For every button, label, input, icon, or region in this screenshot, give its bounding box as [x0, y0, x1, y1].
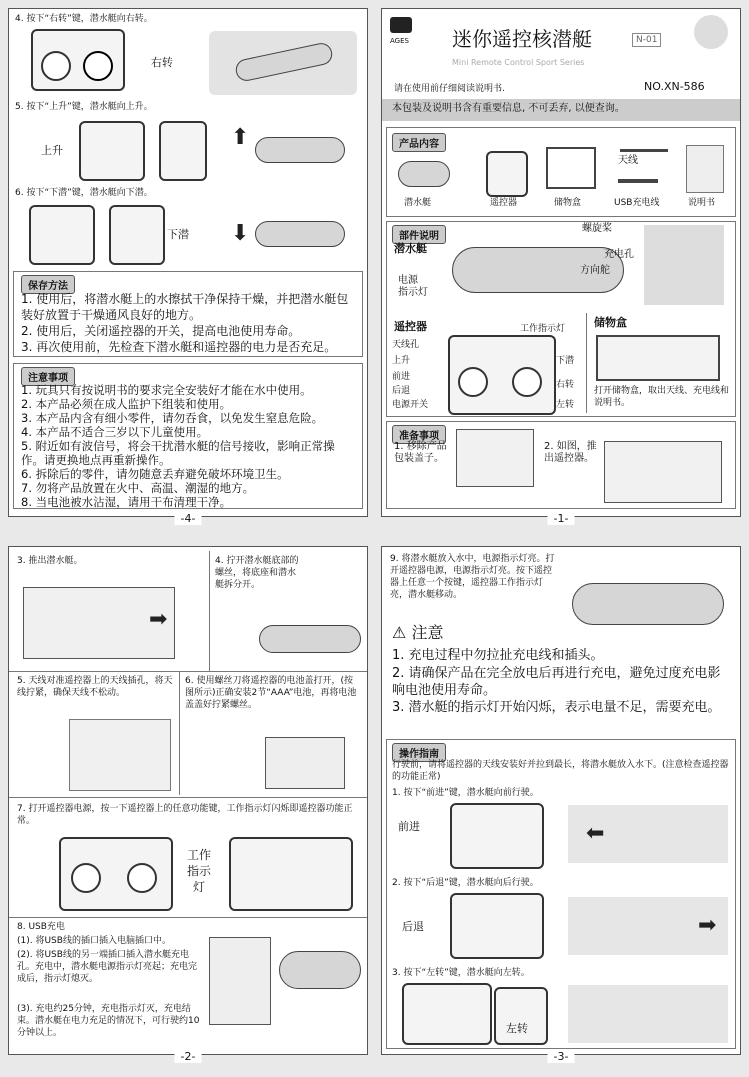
- product-subtitle: Mini Remote Control Sport Series: [452, 58, 585, 67]
- page-number: -1-: [548, 512, 575, 525]
- page-number: -4-: [175, 512, 202, 525]
- package-lid-illustration: [456, 429, 534, 487]
- forward-label: 前进: [398, 820, 420, 833]
- warning-1: 1. 充电过程中勿拉扯充电线和插头。: [392, 648, 604, 663]
- step-unscrew: 4. 拧开潜水艇底部的螺丝，将底座和潜水艇拆分开。: [215, 556, 299, 590]
- submarine-up-illustration: [255, 137, 345, 163]
- page-2: [8, 546, 368, 1063]
- page-number: -3-: [548, 1050, 575, 1063]
- forward-arrow-icon: ⬅: [586, 821, 605, 846]
- step-power-on: 7. 打开遥控器电源，按一下遥控器上的任意功能键，工作指示灯闪烁即遥控器功能正常。: [17, 804, 353, 826]
- product-title: 迷你遥控核潜艇: [452, 27, 592, 51]
- computer-illustration: [209, 937, 271, 1025]
- step-right-turn: 4. 按下“右转”键，潜水艇向右转。: [15, 14, 153, 24]
- remote-down-zoom: [109, 205, 165, 265]
- step-forward: 1. 按下“前进”键，潜水艇向前行驶。: [392, 788, 539, 798]
- content-submarine: 潜水艇: [404, 198, 432, 208]
- submarine-icon: [398, 161, 450, 187]
- usb-step-1: (1). 将USB线的插口插入电脑插口中。: [17, 936, 171, 946]
- unscrew-illustration: [259, 625, 361, 653]
- step-into-water: 9. 将潜水艇放入水中，电源指示灯亮。打开遥控器电源，电源指示灯亮。按下遥控器上任意一个按键，遥控器工作指示灯亮，潜水艇移动。: [390, 554, 555, 600]
- parts-title: 部件说明: [392, 225, 446, 244]
- remote-power-label: 电源开关: [392, 400, 429, 410]
- work-led-label: 工作指示灯: [520, 324, 566, 334]
- note-7: 7. 勿将产品放置在火中、高温、潮湿的地方。: [21, 481, 255, 495]
- remote-diagram: [448, 335, 556, 415]
- storage-item-3: 3. 再次使用前，先检查下潜水艇和遥控器的电力是否充足。: [21, 340, 337, 354]
- remote-backward-illustration: [450, 893, 544, 959]
- usb-cable-icon: [618, 179, 658, 183]
- remote-left-illustration: [402, 983, 492, 1045]
- contents-title: 产品内容: [392, 133, 446, 152]
- operation-title: 操作指南: [392, 743, 446, 762]
- content-remote: 遥控器: [490, 198, 518, 208]
- brand-logo: [694, 15, 728, 49]
- note-8: 8. 当电池被水沾湿，请用干布清理干净。: [21, 495, 232, 509]
- step-down: 6. 按下“下潜”键，潜水艇向下潜。: [15, 188, 153, 198]
- remote-power-zoom: [229, 837, 353, 911]
- keep-notice: 本包装及说明书含有重要信息, 不可丢弃, 以便查询。: [382, 99, 740, 121]
- power-led-label: 电源 指示灯: [398, 275, 428, 298]
- warning-2: 2. 请确保产品在完全放电后再进行充电，避免过度充电影响电池使用寿命。: [392, 666, 721, 698]
- age-label: AGES: [390, 37, 409, 45]
- submarine-charge-illustration: [279, 951, 361, 989]
- note-6: 6. 拆除后的零件，请勿随意丢弃避免破坏环境卫生。: [21, 467, 289, 481]
- warning-title-text: 注意: [411, 623, 444, 642]
- read-manual: 请在使用前仔细阅读说明书.: [394, 84, 505, 94]
- submarine-down-illustration: [255, 221, 345, 247]
- operation-intro: 行驶前，请将遥控器的天线安装好并拉到最长，将潜水艇放入水下。(注意检查遥控器的功能正常): [392, 760, 729, 782]
- usb-charge-title: 8. USB充电: [17, 922, 65, 932]
- box-instruction: 打开储物盒，取出天线、充电线和说明书。: [594, 386, 730, 408]
- down-arrow-icon: ⬇: [231, 221, 250, 246]
- step-push-sub: 3. 推出潜水艇。: [17, 556, 83, 566]
- storage-box-icon: [546, 147, 596, 189]
- page-4: [8, 8, 368, 525]
- step-left: 3. 按下“左转”键，潜水艇向左转。: [392, 968, 530, 978]
- battery-illustration: [265, 737, 345, 789]
- remote-down-illustration: [29, 205, 95, 265]
- backward-label: 后退: [402, 920, 424, 933]
- right-turn-label: 右转: [151, 56, 173, 69]
- step-backward: 2. 按下“后退”键，潜水艇向后行驶。: [392, 878, 539, 888]
- page-1: [381, 8, 741, 525]
- prep-step-2: 2. 如图，推出遥控器。: [544, 441, 597, 464]
- remote-left-label: 左转: [556, 400, 575, 410]
- antenna-hole-label: 天线孔: [392, 340, 420, 350]
- storage-title: 保存方法: [21, 275, 75, 294]
- remote-forward-illustration: [450, 803, 544, 869]
- remote-back-label: 后退: [392, 386, 411, 396]
- remote-up-zoom: [159, 121, 207, 181]
- note-5: 5. 附近如有波信号，将会干扰潜水艇的信号接收，影响正常操作。请更换地点再重新操作。: [21, 439, 335, 467]
- remote-right-label: 右转: [556, 380, 575, 390]
- left-turn-label: 左转: [506, 1022, 528, 1035]
- work-led-callout: 工作 指示 灯: [186, 848, 211, 894]
- submarine-left-illustration: [568, 985, 728, 1043]
- storage-item-2: 2. 使用后，关闭遥控器的开关，提高电池使用寿命。: [21, 324, 301, 338]
- propeller-label: 螺旋桨: [582, 223, 612, 234]
- antenna-illustration: [69, 719, 171, 791]
- page-number: -2-: [175, 1050, 202, 1063]
- up-label: 上升: [41, 144, 63, 157]
- notes-title: 注意事项: [21, 367, 75, 386]
- antenna-icon: [620, 149, 668, 152]
- remote-up-illustration: [79, 121, 145, 181]
- charge-port-label: 充电孔: [604, 249, 634, 260]
- backward-arrow-icon: ➡: [698, 913, 717, 938]
- note-2: 2. 本产品必须在成人监护下组装和使用。: [21, 397, 232, 411]
- note-1: 1. 玩具只有按说明书的要求完全安装好才能在水中使用。: [21, 383, 312, 397]
- warning-icon: ⚠: [392, 623, 407, 642]
- step-up: 5. 按下“上升”键，潜水艇向上升。: [15, 102, 153, 112]
- remote-up-label: 上升: [392, 356, 411, 366]
- note-3: 3. 本产品内含有细小零件，请勿吞食，以免发生窒息危险。: [21, 411, 324, 425]
- content-box: 储物盒: [554, 198, 582, 208]
- age-icon: [390, 17, 412, 33]
- page-3: [381, 546, 741, 1063]
- box-diagram: [596, 335, 720, 381]
- remote-power-illustration: [59, 837, 173, 911]
- remote-illustration: [31, 29, 141, 89]
- prep-step-1: 1. 移除产品包装盖子。: [394, 441, 447, 464]
- parts-box-label: 储物盒: [594, 316, 627, 329]
- antenna-label: 天线: [618, 155, 638, 166]
- storage-item-1: 1. 使用后，将潜水艇上的水擦拭干净保持干燥，并把潜水艇包装好放置于干燥通风良好的地方。: [21, 292, 349, 322]
- parts-remote-label: 遥控器: [394, 320, 427, 333]
- remote-left-zoom: [494, 987, 548, 1045]
- model-number: NO.XN-586: [644, 80, 705, 93]
- remote-forward-label: 前进: [392, 372, 411, 382]
- usb-step-2: (2). 将USB线的另一端插口插入潜水艇充电孔。充电中，潜水艇电源指示灯亮起；充电完成后，指示灯熄灭。: [17, 950, 198, 984]
- content-manual: 说明书: [688, 198, 716, 208]
- submarine-photo: [644, 225, 724, 305]
- down-label: 下潜: [167, 228, 189, 241]
- manual-icon: [686, 145, 724, 193]
- up-arrow-icon: ⬆: [231, 125, 250, 150]
- model-tag: N-01: [632, 33, 661, 47]
- submarine-right-illustration: [209, 31, 357, 95]
- push-arrow-icon: ➡: [149, 607, 168, 632]
- submarine-water-illustration: [572, 583, 724, 625]
- remote-icon: [486, 151, 528, 197]
- remote-push-illustration: [604, 441, 722, 503]
- warning-3: 3. 潜水艇的指示灯开始闪烁，表示电量不足，需要充电。: [392, 700, 721, 715]
- step-battery: 6. 使用螺丝刀将遥控器的电池盖打开，(按图所示)正确安装2节“AAA”电池，再将电池盖盖好拧紧螺丝。: [185, 676, 357, 710]
- usb-step-3: (3). 充电约25分钟，充电指示灯灭，充电结束。潜水艇在电力充足的情况下，可行驶约10分钟以上。: [17, 1004, 200, 1038]
- rudder-label: 方向舵: [580, 265, 610, 276]
- step-antenna: 5. 天线对准遥控器上的天线插孔，将天线拧紧，确保天线不松动。: [17, 676, 173, 698]
- parts-submarine-label: 潜水艇: [394, 242, 427, 255]
- warning-title: [392, 623, 443, 643]
- note-4: 4. 本产品不适合三岁以下儿童使用。: [21, 425, 209, 439]
- prep-title: 准备事项: [392, 425, 446, 444]
- remote-down-label: 下潜: [556, 356, 575, 366]
- content-usb: USB充电线: [614, 198, 660, 208]
